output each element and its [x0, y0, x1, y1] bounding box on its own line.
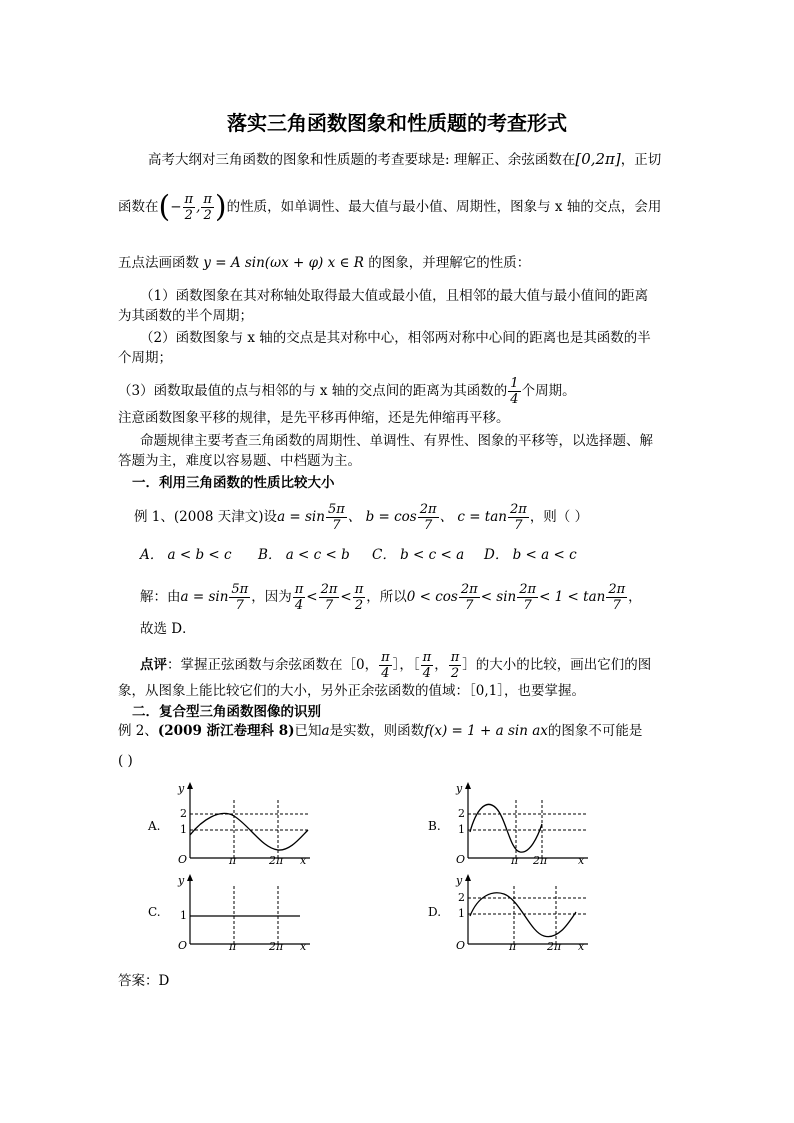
svg-text:2: 2	[458, 891, 465, 904]
svg-text:2π: 2π	[269, 854, 284, 866]
svg-text:O: O	[456, 853, 466, 866]
section-1-heading: 一．利用三角函数的性质比较大小	[132, 475, 335, 491]
graph-label: D.	[428, 905, 442, 919]
rule-line-1: 命题规律主要考查三角函数的周期性、单调性、有界性、图象的平移等，以选择题、解	[140, 433, 653, 449]
example-1: 例 1、(2008 天津文)设a = sin $\frac{5\pi}{7}$ 、 b = cos $\frac{2\pi}{7}$ 、 c = tan $\frac{2\pi}{7}$ ，则（ ）	[134, 502, 589, 533]
svg-text:x: x	[578, 940, 585, 952]
svg-text:y: y	[178, 874, 185, 887]
svg-text:2π: 2π	[547, 940, 562, 952]
svg-text:1: 1	[458, 823, 465, 836]
intro-line-1: 高考大纲对三角函数的图象和性质题的考查要球是: 理解正、余弦函数在[0,2π]，正切	[148, 150, 662, 168]
comment-line-2: 象，从图象上能比较它们的大小，另外正余弦函数的值域：［0,1］，也要掌握。	[118, 683, 585, 699]
choice-a: A． a < b < c	[140, 547, 232, 563]
svg-text:π: π	[229, 940, 237, 952]
solution-line: 解：由a = sin $\frac{5\pi}{7}$ ，因为 $\frac{\pi}{4}$ < $\frac{2\pi}{7}$ < $\frac{\pi}{2}$ ，所以0 < cos $\frac{2\pi}{7}$ < sin $\frac{2\pi}{7}$ < 1 < tan $\frac{2\pi}{7}$ ，	[140, 582, 642, 613]
graph-b	[420, 780, 600, 866]
example-2-paren: ( )	[118, 753, 133, 769]
choice-d: D． b < a < c	[484, 547, 577, 563]
svg-text:2π: 2π	[269, 940, 284, 952]
intro-line-2: 函数在(− $\frac{\pi}{2}$ , $\frac{\pi}{2}$ )的性质，如单调性、最大值与最小值、周期性，图象与 x 轴的交点，会用	[118, 189, 662, 225]
comment-line-1: 点评：掌握正弦函数与余弦函数在［0， $\frac{\pi}{4}$ ］，［ $\frac{\pi}{4}$ ， $\frac{\pi}{2}$ ］的大小的比较，画出它们的图	[140, 650, 652, 681]
svg-text:2: 2	[180, 807, 187, 820]
answer-line: 答案：D	[118, 973, 170, 989]
fraction: $\frac{\pi}{2}$	[203, 192, 212, 223]
svg-text:2π: 2π	[533, 854, 548, 866]
svg-text:π: π	[229, 854, 237, 866]
svg-text:π: π	[511, 854, 519, 866]
intro-line-3: 五点法画函数 y = A sin(ωx + φ) x ∈ R 的图象，并理解它的性质：	[118, 255, 531, 271]
svg-text:y: y	[456, 874, 463, 887]
property-1a: （1）函数图象在其对称轴处取得最大值或最小值，且相邻的最大值与最小值间的距离	[140, 288, 649, 304]
svg-text:1: 1	[180, 909, 187, 922]
svg-text:1: 1	[180, 823, 187, 836]
fraction: $\frac{\pi}{2}$	[184, 192, 194, 223]
solution-end: 故选 D．	[140, 621, 196, 637]
property-2b: 个周期；	[118, 350, 172, 366]
svg-text:O: O	[178, 939, 188, 952]
svg-text:2: 2	[458, 807, 465, 820]
svg-text:x: x	[300, 940, 307, 952]
example-2: 例 2、(2009 浙江卷理科 8)已知a是实数，则函数f(x) = 1 + a sin ax的图象不可能是	[118, 723, 643, 739]
svg-text:1: 1	[458, 907, 465, 920]
graph-a	[140, 780, 320, 866]
property-1b: 为其函数的半个周期；	[118, 308, 253, 324]
rule-line-2: 答题为主，难度以容易题、中档题为主。	[118, 453, 361, 469]
note-line: 注意函数图象平移的规律，是先平移再伸缩，还是先伸缩再平移。	[118, 410, 510, 426]
choice-b: B． a < c < b	[258, 547, 350, 563]
fraction-quarter: $\frac{1}{4}$	[510, 376, 519, 407]
graph-label: A.	[148, 819, 161, 833]
choice-c: C． b < c < a	[372, 547, 465, 563]
svg-text:y: y	[456, 782, 463, 795]
svg-text:y: y	[178, 782, 185, 795]
graph-label: B.	[428, 819, 441, 833]
section-2-heading: 二．复合型三角函数图像的识别	[132, 704, 321, 720]
svg-text:O: O	[456, 939, 466, 952]
graph-d	[420, 872, 600, 952]
property-2a: （2）函数图象与 x 轴的交点是其对称中心，相邻两对称中心间的距离也是其函数的半	[140, 330, 651, 346]
svg-text:x: x	[578, 854, 585, 866]
page-title: 落实三角函数图象和性质题的考查形式	[227, 111, 567, 135]
graph-label: C.	[148, 905, 161, 919]
svg-text:x: x	[300, 854, 307, 866]
property-3: （3）函数取最值的点与相邻的与 x 轴的交点间的距离为其函数的 $\frac{1}{4}$ 个周期。	[118, 376, 576, 407]
svg-text:π: π	[509, 940, 517, 952]
svg-text:O: O	[178, 853, 188, 866]
graph-c	[140, 872, 320, 952]
